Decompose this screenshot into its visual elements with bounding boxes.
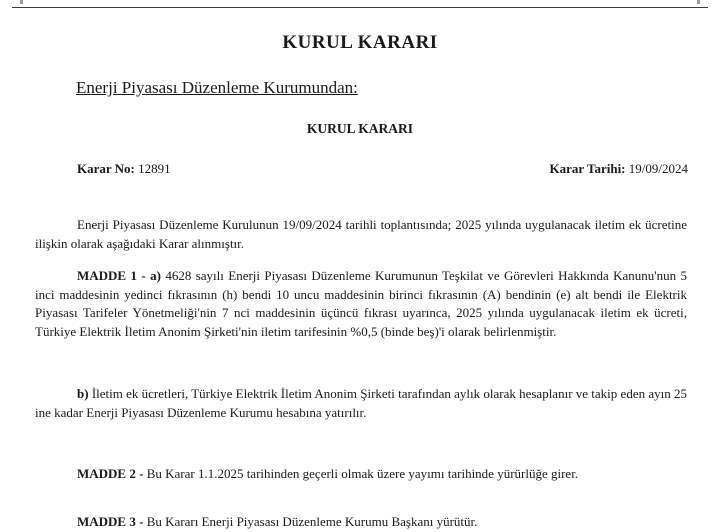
article-3-text: Bu Kararı Enerji Piyasası Düzenleme Kurumu Başkanı yürütür. — [143, 514, 478, 529]
article-1a-text: 4628 sayılı Enerji Piyasası Düzenleme Kurumunun Teşkilat ve Görevleri Hakkında Kanunu'nun 5 inci maddesinin yedinci fıkrasının (h) bendi 10 uncu maddesinin birinci fıkrasının (A) bendinin (e) alt bendi ile Elektrik Piyasası Tarifeler Yönetmeliği'nin 7 nci maddesinin üçüncü fıkrası uyarınca, 2025 yılında uygulanacak iletim ek ücreti, Türkiye Elektrik İletim Anonim Şirketi'nin iletim tarifesinin %0,5 (binde beş)'i olarak belirlenmiştir. — [35, 268, 688, 339]
article-3-paragraph — [35, 513, 687, 532]
intro-paragraph: Enerji Piyasası Düzenleme Kurulunun 19/09/2024 tarihli toplantısında; 2025 yılında uygulanacak iletim ek ücretine ilişkin olarak aşağıdaki Karar alınmıştır. — [35, 217, 687, 251]
article-2-paragraph — [35, 465, 687, 484]
decision-date — [550, 161, 688, 177]
decision-number — [77, 161, 171, 177]
corner-mark-left — [20, 0, 23, 4]
article-2-lead: MADDE 2 - — [77, 466, 144, 481]
article-1b-text: İletim ek ücretleri, Türkiye Elektrik İletim Anonim Şirketi tarafından aylık olarak hesaplanır ve takip eden ayın 25 ine kadar Enerji Piyasası Düzenleme Kurumu hesabına yatırılır. — [35, 386, 687, 420]
decision-number-label: Karar No: — [77, 161, 135, 176]
decision-subtitle: KURUL KARARI — [306, 121, 414, 136]
article-3-lead: MADDE 3 - — [77, 514, 144, 529]
decision-date-label: Karar Tarihi: — [549, 161, 626, 176]
article-1b-lead: b) — [77, 386, 89, 401]
document-title: KURUL KARARI — [282, 32, 438, 53]
article-1b-paragraph — [35, 385, 687, 422]
header-rule — [12, 7, 708, 8]
decision-date-value: 19/09/2024 — [628, 161, 688, 176]
article-1a-lead: MADDE 1 - a) — [77, 268, 161, 283]
decision-number-value: 12891 — [138, 161, 171, 176]
issuer-line: Enerji Piyasası Düzenleme Kurumundan: — [76, 78, 358, 97]
corner-mark-right — [697, 0, 700, 4]
article-1a-paragraph — [35, 267, 687, 341]
article-2-text: Bu Karar 1.1.2025 tarihinden geçerli olmak üzere yayımı tarihinde yürürlüğe girer. — [143, 466, 579, 481]
